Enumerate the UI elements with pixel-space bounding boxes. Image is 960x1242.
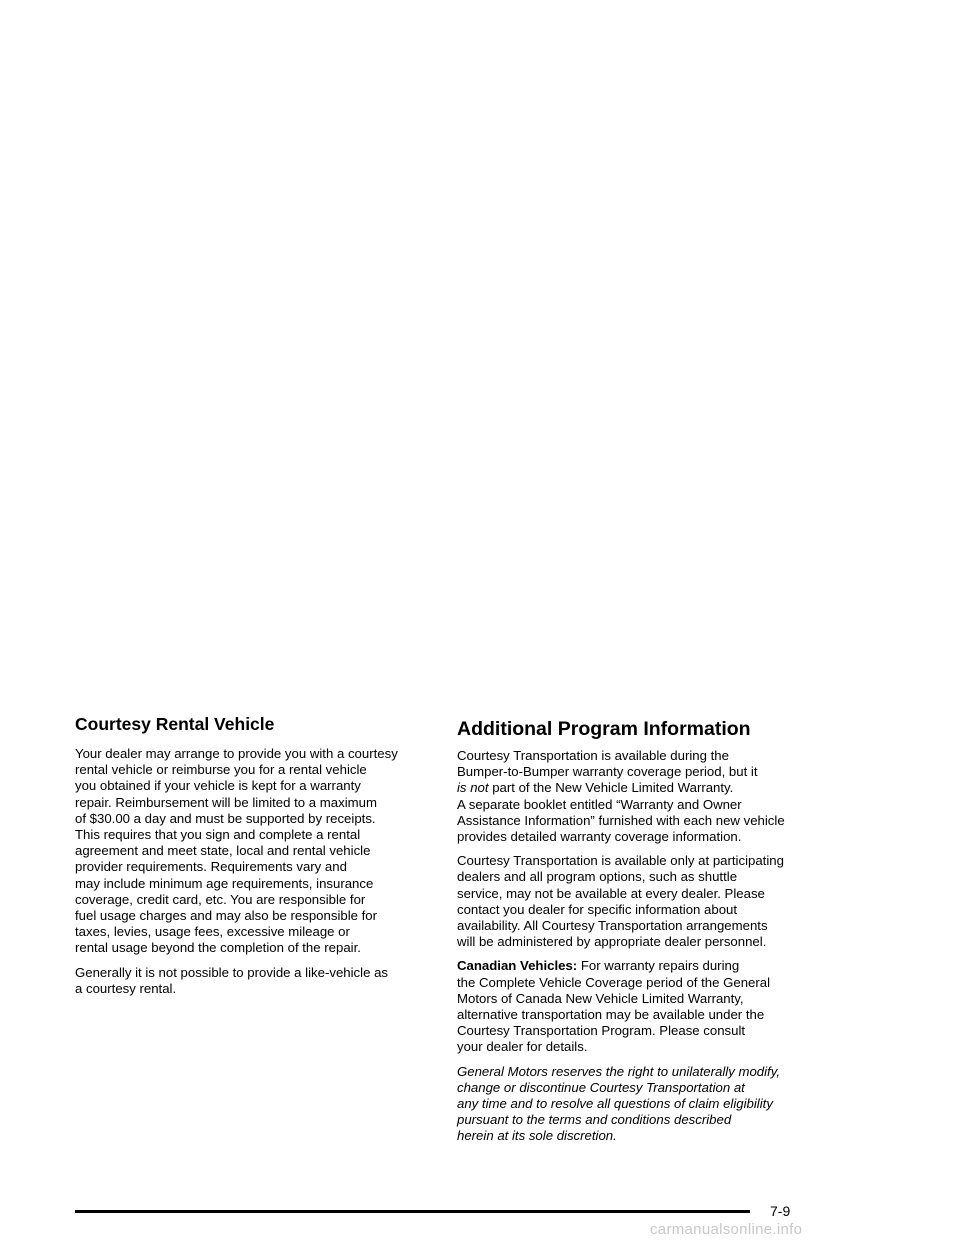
- additional-program-heading: Additional Program Information: [457, 718, 751, 740]
- canadian-vehicles-paragraph: [457, 958, 837, 1055]
- paragraph-text: Courtesy Transportation is available during the Bumper-to-Bumper warranty coverage period, but it: [457, 748, 758, 780]
- gm-disclaimer-paragraph: General Motors reserves the right to unilaterally modify, change or discontinue Courtesy Transportation at any time and to resolve all questions of claim eligibility pursuant to the terms and conditions described herein at its sole discretion.: [457, 1063, 780, 1144]
- right-column: [457, 714, 837, 1153]
- footer-rule: [75, 1210, 750, 1213]
- participating-dealers-paragraph: Courtesy Transportation is available only at participating dealers and all program options, such as shuttle service, may not be available at every dealer. Please contact you dealer for specific information about availability. All Courtesy Transportation arrangements will be administered by appropriate dealer personnel.: [457, 853, 784, 950]
- like-vehicle-paragraph: Generally it is not possible to provide a like-vehicle as a courtesy rental.: [75, 964, 388, 996]
- canadian-vehicles-label: Canadian Vehicles:: [457, 958, 578, 974]
- courtesy-transportation-paragraph: [457, 748, 837, 845]
- left-column: [75, 714, 445, 1005]
- page-number: 7-9: [770, 1203, 791, 1219]
- paragraph-text: For warranty repairs during the Complete Vehicle Coverage period of the General Motors of Canada New Vehicle Limited Warranty, alternative transportation may be available under the Courtesy Transportation Program. Please consult your dealer for details.: [457, 958, 771, 1055]
- courtesy-rental-paragraph: Your dealer may arrange to provide you with a courtesy rental vehicle or reimburse you for a rental vehicle you obtained if your vehicle is kept for a warranty repair. Reimbursement will be limited to a maximum of $30.00 a day and must be supported by receipts. This requires that you sign and complete a rental agreement and meet state, local and rental vehicle provider requirements. Requirements vary and may include minimum age requirements, insurance coverage, credit card, etc. You are responsible for fuel usage charges and may also be responsible for taxes, levies, usage fees, excessive mileage or rental usage beyond the completion of the repair.: [75, 746, 398, 956]
- paragraph-text: part of the New Vehicle Limited Warranty. A separate booklet entitled “Warranty and Owner Assistance Information” furnished with each new vehicle provides detailed warranty coverage information.: [457, 780, 785, 845]
- courtesy-rental-heading: Courtesy Rental Vehicle: [75, 714, 275, 734]
- watermark: carmanualsonline.info: [650, 1221, 803, 1238]
- emphasis-text: is not: [457, 780, 489, 796]
